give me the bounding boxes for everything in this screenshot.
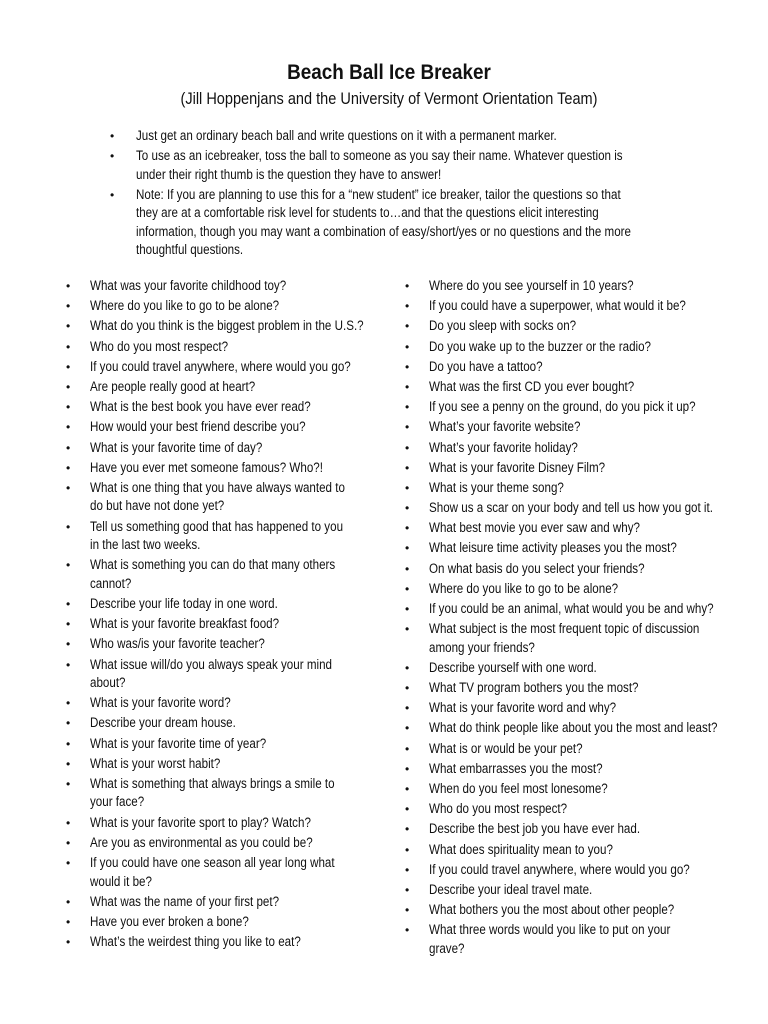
questions-list-left: [66, 277, 396, 953]
item-text-line: Just get an ordinary beach ball and write questions on it with a permanent marker.: [136, 128, 557, 143]
question-item: [66, 439, 396, 458]
bullet-icon: •: [66, 299, 71, 314]
item-text-line: Who do you most respect?: [429, 801, 568, 817]
question-item: [66, 459, 396, 478]
item-text-line: What is one thing that you have always wanted to: [90, 479, 345, 495]
bullet-icon: •: [66, 319, 71, 334]
bullet-icon: •: [66, 856, 71, 870]
bullet-icon: •: [66, 835, 71, 850]
question-item: [66, 775, 396, 812]
item-text-line: What subject is the most frequent topic of discussion: [429, 621, 700, 637]
bullet-icon: •: [405, 440, 410, 455]
item-text-line: Describe your dream house.: [90, 715, 236, 731]
question-item: [405, 519, 745, 538]
item-text-line: What is your favorite Disney Film?: [429, 459, 606, 475]
bullet-icon: •: [66, 756, 71, 771]
question-item: [66, 656, 396, 693]
item-text-line: If you could have a superpower, what would it be?: [429, 298, 686, 314]
bullet-icon: •: [405, 660, 410, 675]
item-text-line: What do you think is the biggest problem in the U.S.?: [90, 318, 364, 334]
question-item: [66, 735, 396, 754]
item-text-line: Note: If you are planning to use this for a “new student” ice breaker, tailor the questions so that: [136, 186, 621, 202]
question-item: [405, 881, 745, 900]
item-text-line: What’s your favorite website?: [429, 419, 581, 435]
bullet-icon: •: [405, 782, 410, 796]
bullet-icon: •: [66, 617, 71, 632]
bullet-icon: •: [66, 776, 71, 791]
item-text-line: Show us a scar on your body and tell us how you got it.: [429, 500, 713, 516]
bullet-icon: •: [66, 480, 71, 495]
bullet-icon: •: [66, 379, 71, 394]
item-text-line: Describe the best job you have ever had.: [429, 821, 641, 837]
question-item: [405, 841, 745, 860]
bullet-icon: •: [66, 558, 71, 573]
question-item: [405, 861, 745, 880]
bullet-icon: •: [405, 541, 410, 556]
item-text-line: information, though you may want a combination of easy/short/yes or no questions and the more: [136, 223, 631, 239]
bullet-icon: •: [405, 460, 410, 475]
question-item: [66, 317, 396, 336]
bullet-icon: •: [405, 721, 410, 736]
item-text-line: Describe your ideal travel mate.: [429, 881, 593, 897]
bullet-icon: •: [405, 681, 410, 696]
bullet-icon: •: [66, 279, 71, 293]
item-text-line: What do think people like about you the most and least?: [429, 720, 718, 736]
bullet-icon: •: [66, 716, 71, 731]
question-item: [405, 338, 745, 357]
bullet-icon: •: [405, 561, 410, 576]
item-text-line: would it be?: [90, 873, 152, 889]
question-item: [405, 719, 745, 738]
bullet-icon: •: [405, 862, 410, 877]
question-item: [66, 814, 396, 833]
bullet-icon: •: [405, 842, 410, 857]
question-item: [405, 740, 745, 759]
bullet-icon: •: [405, 480, 410, 495]
item-text-line: On what basis do you select your friends?: [429, 560, 645, 576]
item-text-line: your face?: [90, 794, 145, 810]
bullet-icon: •: [405, 379, 410, 394]
question-item: [66, 418, 396, 437]
item-text-line: Are people really good at heart?: [90, 378, 256, 394]
question-item: [405, 580, 745, 599]
item-text-line: What is something you can do that many others: [90, 557, 336, 573]
item-text-line: among your friends?: [429, 639, 535, 655]
item-text-line: thoughtful questions.: [136, 242, 244, 257]
item-text-line: What is your favorite word and why?: [429, 700, 617, 716]
item-text-line: Are you as environmental as you could be?: [90, 834, 313, 850]
item-text-line: What does spirituality mean to you?: [429, 841, 613, 857]
question-item: [66, 893, 396, 912]
question-item: [66, 277, 396, 296]
question-item: [66, 933, 396, 952]
bullet-icon: •: [405, 521, 410, 536]
question-item: [66, 635, 396, 654]
bullet-icon: •: [405, 622, 410, 637]
item-text-line: grave?: [429, 940, 465, 956]
question-item: [66, 338, 396, 357]
bullet-icon: •: [66, 400, 71, 415]
item-text-line: What was the first CD you ever bought?: [429, 378, 635, 394]
question-item: [405, 418, 745, 437]
item-text-line: What is your theme song?: [429, 479, 564, 495]
question-item: [405, 679, 745, 698]
intro-item: [110, 147, 730, 184]
item-text-line: Do you sleep with socks on?: [429, 318, 577, 334]
item-text-line: Who do you most respect?: [90, 338, 229, 354]
item-text-line: Do you have a tattoo?: [429, 358, 543, 374]
bullet-icon: •: [66, 935, 71, 950]
questions-list-right: [405, 277, 745, 960]
item-text-line: To use as an icebreaker, toss the ball to someone as you say their name. Whatever question is: [136, 148, 623, 163]
intro-item: [110, 127, 730, 146]
question-item: [405, 699, 745, 718]
item-text-line: If you could have one season all year long what: [90, 855, 335, 870]
item-text-line: Where do you see yourself in 10 years?: [429, 278, 634, 293]
question-item: [66, 913, 396, 932]
question-item: [66, 398, 396, 417]
bullet-icon: •: [405, 903, 410, 918]
page-title: Beach Ball Ice Breaker: [287, 61, 491, 84]
question-item: [66, 755, 396, 774]
item-text-line: When do you feel most lonesome?: [429, 781, 608, 796]
question-item: [66, 615, 396, 634]
question-item: [405, 398, 745, 417]
item-text-line: What is your favorite time of year?: [90, 735, 267, 751]
item-text-line: in the last two weeks.: [90, 537, 201, 553]
item-text-line: If you see a penny on the ground, do you pick it up?: [429, 399, 696, 415]
item-text-line: If you could be an animal, what would you be and why?: [429, 601, 714, 616]
question-item: [405, 277, 745, 296]
bullet-icon: •: [405, 501, 410, 516]
item-text-line: What embarrasses you the most?: [429, 760, 603, 776]
item-text-line: What bothers you the most about other people?: [429, 902, 675, 918]
bullet-icon: •: [66, 359, 71, 374]
bullet-icon: •: [66, 519, 71, 534]
bullet-icon: •: [66, 736, 71, 751]
intro-item: [110, 186, 730, 260]
item-text-line: Do you wake up to the buzzer or the radio?: [429, 338, 652, 354]
item-text-line: What was your favorite childhood toy?: [90, 278, 287, 293]
bullet-icon: •: [405, 602, 410, 616]
bullet-icon: •: [405, 279, 410, 293]
bullet-icon: •: [66, 815, 71, 830]
bullet-icon: •: [405, 741, 410, 756]
question-item: [405, 659, 745, 678]
bullet-icon: •: [110, 187, 115, 202]
question-item: [405, 499, 745, 518]
question-item: [405, 620, 745, 657]
question-item: [66, 595, 396, 614]
item-text-line: under their right thumb is the question they have to answer!: [136, 166, 442, 182]
item-text-line: What was the name of your first pet?: [90, 893, 280, 909]
question-item: [66, 479, 396, 516]
question-item: [66, 834, 396, 853]
item-text-line: Describe your life today in one word.: [90, 595, 278, 611]
item-text-line: What is your worst habit?: [90, 755, 221, 771]
item-text-line: If you could travel anywhere, where would you go?: [90, 358, 351, 374]
question-item: [405, 378, 745, 397]
item-text-line: What’s your favorite holiday?: [429, 439, 578, 455]
intro-instructions-list: [110, 127, 730, 261]
bullet-icon: •: [110, 129, 115, 143]
item-text-line: What best movie you ever saw and why?: [429, 520, 641, 536]
bullet-icon: •: [405, 359, 410, 374]
bullet-icon: •: [66, 596, 71, 611]
bullet-icon: •: [66, 914, 71, 929]
question-item: [405, 921, 745, 958]
item-text-line: Where do you like to go to be alone?: [90, 298, 280, 314]
bullet-icon: •: [405, 420, 410, 435]
bullet-icon: •: [66, 894, 71, 909]
bullet-icon: •: [405, 802, 410, 817]
bullet-icon: •: [110, 149, 115, 163]
item-text-line: What TV program bothers you the most?: [429, 680, 639, 696]
question-item: [405, 901, 745, 920]
item-text-line: Have you ever met someone famous? Who?!: [90, 459, 323, 475]
question-item: [66, 694, 396, 713]
page-subtitle: (Jill Hoppenjans and the University of Vermont Orientation Team): [180, 90, 598, 108]
bullet-icon: •: [66, 420, 71, 435]
item-text-line: What is your favorite time of day?: [90, 439, 263, 455]
question-item: [66, 378, 396, 397]
item-text-line: What is your favorite sport to play? Watch?: [90, 814, 311, 830]
bullet-icon: •: [66, 657, 71, 672]
item-text-line: do but have not done yet?: [90, 498, 225, 514]
bullet-icon: •: [66, 696, 71, 711]
item-text-line: cannot?: [90, 575, 132, 591]
item-text-line: What three words would you like to put on your: [429, 922, 671, 938]
question-item: [405, 760, 745, 779]
item-text-line: If you could travel anywhere, where would you go?: [429, 861, 690, 877]
bullet-icon: •: [405, 761, 410, 776]
item-text-line: What is the best book you have ever read?: [90, 399, 311, 415]
question-item: [405, 800, 745, 819]
question-item: [405, 780, 745, 799]
question-item: [405, 459, 745, 478]
item-text-line: What is your favorite breakfast food?: [90, 616, 280, 632]
item-text-line: What is your favorite word?: [90, 695, 231, 711]
question-item: [66, 358, 396, 377]
bullet-icon: •: [405, 339, 410, 354]
item-text-line: How would your best friend describe you?: [90, 419, 306, 435]
item-text-line: Where do you like to go to be alone?: [429, 580, 619, 596]
question-item: [66, 854, 396, 891]
question-item: [405, 358, 745, 377]
item-text-line: Who was/is your favorite teacher?: [90, 636, 265, 652]
question-item: [405, 539, 745, 558]
question-item: [405, 600, 745, 619]
question-item: [66, 714, 396, 733]
item-text-line: about?: [90, 675, 126, 690]
bullet-icon: •: [405, 299, 410, 314]
bullet-icon: •: [405, 581, 410, 596]
question-item: [66, 556, 396, 593]
item-text-line: they are at a comfortable risk level for students to…and that the questions elicit interesting: [136, 205, 599, 220]
question-item: [405, 317, 745, 336]
bullet-icon: •: [405, 701, 410, 716]
question-item: [66, 297, 396, 316]
item-text-line: Tell us something good that has happened to you: [90, 518, 344, 534]
question-item: [405, 479, 745, 498]
question-item: [66, 518, 396, 555]
bullet-icon: •: [405, 923, 410, 938]
bullet-icon: •: [66, 637, 71, 652]
item-text-line: What’s the weirdest thing you like to eat?: [90, 934, 301, 950]
bullet-icon: •: [66, 460, 71, 475]
bullet-icon: •: [66, 440, 71, 455]
item-text-line: What is something that always brings a smile to: [90, 775, 335, 791]
question-item: [405, 439, 745, 458]
bullet-icon: •: [66, 339, 71, 354]
question-item: [405, 560, 745, 579]
item-text-line: Have you ever broken a bone?: [90, 913, 249, 929]
bullet-icon: •: [405, 319, 410, 334]
item-text-line: What leisure time activity pleases you the most?: [429, 540, 677, 556]
item-text-line: What is or would be your pet?: [429, 740, 583, 756]
item-text-line: What issue will/do you always speak your mind: [90, 656, 332, 672]
bullet-icon: •: [405, 822, 410, 837]
item-text-line: Describe yourself with one word.: [429, 659, 597, 675]
question-item: [405, 820, 745, 839]
bullet-icon: •: [405, 400, 410, 415]
bullet-icon: •: [405, 882, 410, 897]
question-item: [405, 297, 745, 316]
